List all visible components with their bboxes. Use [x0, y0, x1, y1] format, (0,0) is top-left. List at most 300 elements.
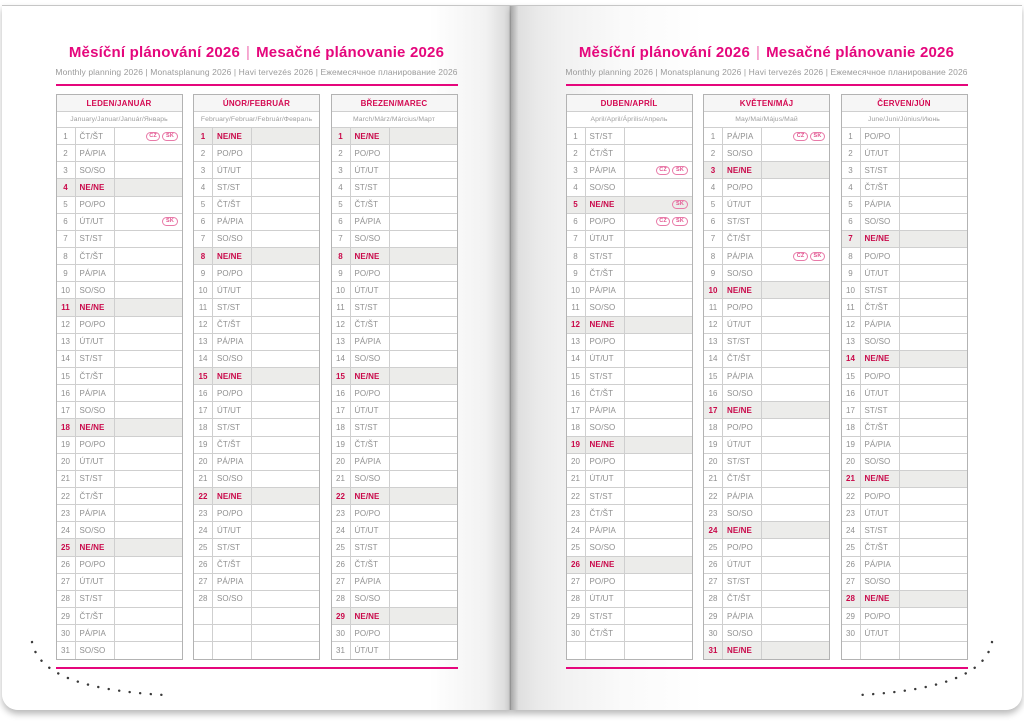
day-row: [194, 505, 319, 522]
notes-cell: [625, 179, 692, 195]
day-weekday: ÚT/UT: [586, 231, 625, 247]
month-name: LEDEN/JANUÁR: [57, 95, 182, 112]
notes-cell: [762, 419, 829, 435]
notes-cell: [625, 351, 692, 367]
day-weekday: ÚT/UT: [861, 625, 900, 641]
day-weekday: ČT/ŠT: [586, 505, 625, 521]
notes-cell: [900, 197, 967, 213]
notes-cell: [625, 248, 692, 264]
day-row: [57, 385, 182, 402]
day-weekday: SO/SO: [586, 539, 625, 555]
day-row: [704, 471, 829, 488]
day-weekday: PÁ/PIA: [213, 454, 252, 470]
day-row: [332, 437, 457, 454]
notes-cell: [762, 522, 829, 538]
day-weekday: PÁ/PIA: [586, 402, 625, 418]
day-row: [194, 128, 319, 145]
day-number: 18: [194, 419, 213, 435]
day-row: [57, 539, 182, 556]
day-weekday: PÁ/PIA: [76, 385, 115, 401]
empty-row: [567, 642, 692, 659]
day-row: [567, 539, 692, 556]
day-number: 19: [194, 437, 213, 453]
day-weekday: ST/ST: [861, 522, 900, 538]
day-weekday: SO/SO: [861, 334, 900, 350]
day-weekday: [213, 625, 252, 641]
month-table: [56, 94, 183, 660]
day-row: [842, 265, 967, 282]
day-row: [842, 385, 967, 402]
notes-cell: [115, 402, 182, 418]
day-number: 31: [704, 642, 723, 659]
day-row: [194, 299, 319, 316]
notes-cell: [390, 574, 457, 590]
day-weekday: NE/NE: [213, 488, 252, 504]
day-weekday: SO/SO: [586, 299, 625, 315]
notes-cell: [252, 488, 319, 504]
day-weekday: PO/PO: [861, 248, 900, 264]
day-weekday: NE/NE: [213, 128, 252, 144]
day-number: 6: [194, 214, 213, 230]
notes-cell: [762, 265, 829, 281]
day-number: 24: [194, 522, 213, 538]
day-weekday: PO/PO: [723, 299, 762, 315]
day-weekday: ČT/ŠT: [213, 557, 252, 573]
notes-cell: [625, 539, 692, 555]
day-row: [567, 368, 692, 385]
day-row: [332, 214, 457, 231]
day-weekday: SO/SO: [213, 231, 252, 247]
day-weekday: ST/ST: [351, 179, 390, 195]
day-weekday: NE/NE: [213, 368, 252, 384]
day-row: [704, 437, 829, 454]
day-number: 20: [332, 454, 351, 470]
day-number: 9: [842, 265, 861, 281]
day-number: 20: [842, 454, 861, 470]
notes-cell: [115, 385, 182, 401]
day-weekday: NE/NE: [723, 282, 762, 298]
day-number: 25: [57, 539, 76, 555]
day-row: [332, 591, 457, 608]
notes-cell: [762, 591, 829, 607]
day-row: [842, 557, 967, 574]
notes-cell: [115, 539, 182, 555]
day-row: [57, 282, 182, 299]
day-number: 29: [567, 608, 586, 624]
notes-cell: [390, 368, 457, 384]
day-row: [194, 539, 319, 556]
notes-cell: [900, 539, 967, 555]
notes-cell: [390, 128, 457, 144]
day-number: 3: [567, 162, 586, 178]
notes-cell: [252, 591, 319, 607]
day-weekday: SO/SO: [76, 642, 115, 659]
day-number: 29: [704, 608, 723, 624]
months-row: [566, 94, 968, 660]
day-weekday: ÚT/UT: [213, 162, 252, 178]
day-number: 19: [332, 437, 351, 453]
holiday-badge-sk: SK: [162, 132, 177, 141]
day-number: [194, 608, 213, 624]
notes-cell: [762, 368, 829, 384]
notes-cell: [390, 385, 457, 401]
day-row: [57, 214, 182, 231]
day-weekday: ST/ST: [351, 299, 390, 315]
day-weekday: PO/PO: [586, 454, 625, 470]
month-languages: March/März/Március/Март: [332, 112, 457, 128]
notes-cell: [252, 539, 319, 555]
day-weekday: ST/ST: [351, 539, 390, 555]
notes-cell: [762, 179, 829, 195]
day-row: [332, 574, 457, 591]
day-weekday: NE/NE: [351, 608, 390, 624]
day-weekday: SO/SO: [351, 471, 390, 487]
day-number: 24: [704, 522, 723, 538]
notes-cell: [900, 454, 967, 470]
notes-cell: [115, 265, 182, 281]
notes-cell: [390, 539, 457, 555]
day-number: 23: [704, 505, 723, 521]
day-weekday: PO/PO: [76, 557, 115, 573]
month-table: [331, 94, 458, 660]
day-number: 1: [567, 128, 586, 144]
day-number: 9: [567, 265, 586, 281]
day-row: [842, 299, 967, 316]
day-number: 27: [567, 574, 586, 590]
day-weekday: ST/ST: [586, 368, 625, 384]
day-weekday: PO/PO: [213, 505, 252, 521]
page-subtitle: Monthly planning 2026 | Monatsplanung 2026 | Havi tervezés 2026 | Ежемесячное планирование 2026: [565, 67, 968, 77]
notes-cell: [625, 231, 692, 247]
notes-cell: [390, 608, 457, 624]
day-row: [194, 162, 319, 179]
day-number: 4: [567, 179, 586, 195]
day-row: [704, 402, 829, 419]
day-row: [704, 128, 829, 145]
notes-cell: [900, 505, 967, 521]
day-row: [567, 608, 692, 625]
day-number: 13: [704, 334, 723, 350]
top-rule: [566, 84, 968, 86]
day-number: 10: [567, 282, 586, 298]
title-divider: |: [756, 44, 761, 61]
notes-cell: [900, 231, 967, 247]
day-weekday: SO/SO: [351, 591, 390, 607]
notes-cell: [900, 574, 967, 590]
day-weekday: PÁ/PIA: [76, 625, 115, 641]
day-row: [704, 591, 829, 608]
notes-cell: [762, 402, 829, 418]
notes-cell: [762, 334, 829, 350]
notes-cell: [115, 505, 182, 521]
notes-cell: [390, 437, 457, 453]
day-row: [567, 214, 692, 231]
day-number: 6: [704, 214, 723, 230]
day-number: 12: [332, 317, 351, 333]
title-slovak: Mesačné plánovanie 2026: [256, 44, 445, 61]
day-number: 26: [332, 557, 351, 573]
day-row: [332, 368, 457, 385]
day-number: 6: [57, 214, 76, 230]
notes-cell: [900, 591, 967, 607]
day-number: 7: [194, 231, 213, 247]
day-number: 12: [194, 317, 213, 333]
day-number: 9: [704, 265, 723, 281]
holiday-badge-sk: SK: [810, 252, 825, 261]
day-weekday: PÁ/PIA: [861, 557, 900, 573]
day-weekday: SO/SO: [76, 402, 115, 418]
day-row: [842, 317, 967, 334]
day-row: [704, 351, 829, 368]
day-number: 10: [57, 282, 76, 298]
notes-cell: [625, 197, 692, 213]
day-row: [57, 557, 182, 574]
day-row: [842, 488, 967, 505]
day-row: [704, 368, 829, 385]
day-number: 29: [57, 608, 76, 624]
day-weekday: ST/ST: [76, 231, 115, 247]
notes-cell: [625, 522, 692, 538]
notes-cell: [115, 162, 182, 178]
day-number: 17: [567, 402, 586, 418]
day-row: [57, 179, 182, 196]
day-row: [704, 505, 829, 522]
notes-cell: [115, 454, 182, 470]
day-row: [194, 214, 319, 231]
day-weekday: [586, 642, 625, 659]
holiday-badge-cz: CZ: [793, 252, 808, 261]
notes-cell: [900, 471, 967, 487]
notes-cell: [900, 351, 967, 367]
day-weekday: NE/NE: [861, 351, 900, 367]
page-title: [69, 45, 444, 61]
notes-cell: [252, 231, 319, 247]
day-number: 5: [842, 197, 861, 213]
day-weekday: PO/PO: [76, 437, 115, 453]
day-number: 1: [57, 128, 76, 144]
notes-cell: [390, 145, 457, 161]
notes-cell: [390, 214, 457, 230]
day-weekday: NE/NE: [723, 642, 762, 659]
notes-cell: [115, 419, 182, 435]
notes-cell: [625, 334, 692, 350]
day-row: [332, 179, 457, 196]
day-number: 11: [842, 299, 861, 315]
day-number: 22: [57, 488, 76, 504]
notes-cell: [252, 608, 319, 624]
notes-cell: [252, 522, 319, 538]
day-row: [567, 299, 692, 316]
day-weekday: ST/ST: [861, 282, 900, 298]
day-number: 11: [332, 299, 351, 315]
day-row: [194, 419, 319, 436]
notes-cell: [900, 608, 967, 624]
day-weekday: ČT/ŠT: [586, 265, 625, 281]
notes-cell: [390, 402, 457, 418]
day-number: 11: [57, 299, 76, 315]
notes-cell: [625, 128, 692, 144]
notes-cell: [390, 265, 457, 281]
day-number: 21: [567, 471, 586, 487]
month-table: [841, 94, 968, 660]
day-number: 13: [57, 334, 76, 350]
day-number: 22: [194, 488, 213, 504]
day-number: [567, 642, 586, 659]
day-weekday: PÁ/PIA: [861, 197, 900, 213]
day-number: 5: [194, 197, 213, 213]
day-number: 18: [332, 419, 351, 435]
day-row: [842, 591, 967, 608]
day-number: 25: [194, 539, 213, 555]
day-row: [704, 574, 829, 591]
day-row: [567, 454, 692, 471]
day-number: 17: [842, 402, 861, 418]
day-row: [194, 488, 319, 505]
day-row: [332, 385, 457, 402]
holiday-badge-cz: CZ: [656, 217, 671, 226]
day-weekday: NE/NE: [723, 162, 762, 178]
months-row: [56, 94, 458, 660]
notes-cell: [625, 402, 692, 418]
month-table: [193, 94, 320, 660]
day-number: 9: [57, 265, 76, 281]
day-number: 23: [332, 505, 351, 521]
day-weekday: SO/SO: [723, 385, 762, 401]
day-row: [332, 505, 457, 522]
day-number: 9: [194, 265, 213, 281]
day-number: 4: [194, 179, 213, 195]
day-weekday: ÚT/UT: [213, 522, 252, 538]
notes-cell: [115, 574, 182, 590]
day-row: [332, 265, 457, 282]
day-number: 3: [842, 162, 861, 178]
notes-cell: [115, 145, 182, 161]
day-weekday: PO/PO: [586, 334, 625, 350]
day-row: [842, 574, 967, 591]
day-row: [567, 248, 692, 265]
day-row: [567, 574, 692, 591]
day-weekday: NE/NE: [351, 128, 390, 144]
month-languages: April/April/Április/Апрель: [567, 112, 692, 128]
day-row: [332, 471, 457, 488]
day-number: 25: [332, 539, 351, 555]
day-row: [842, 248, 967, 265]
notes-cell: [625, 214, 692, 230]
day-weekday: PO/PO: [586, 574, 625, 590]
day-row: [332, 488, 457, 505]
day-number: 15: [57, 368, 76, 384]
notes-cell: [900, 282, 967, 298]
day-number: 26: [842, 557, 861, 573]
day-number: 22: [704, 488, 723, 504]
day-number: 30: [567, 625, 586, 641]
day-row: [567, 334, 692, 351]
day-number: 27: [332, 574, 351, 590]
day-row: [842, 437, 967, 454]
day-number: 28: [567, 591, 586, 607]
notes-cell: [390, 642, 457, 659]
notes-cell: [900, 248, 967, 264]
day-weekday: ST/ST: [586, 488, 625, 504]
day-row: [332, 419, 457, 436]
holiday-badge-sk: SK: [672, 166, 687, 175]
day-number: 11: [567, 299, 586, 315]
day-number: 13: [332, 334, 351, 350]
day-number: 14: [704, 351, 723, 367]
day-weekday: ST/ST: [213, 179, 252, 195]
day-number: 27: [842, 574, 861, 590]
day-row: [57, 591, 182, 608]
day-row: [194, 368, 319, 385]
day-row: [704, 231, 829, 248]
day-number: 11: [704, 299, 723, 315]
day-row: [57, 265, 182, 282]
day-row: [704, 385, 829, 402]
notes-cell: [625, 488, 692, 504]
day-weekday: ČT/ŠT: [213, 437, 252, 453]
page-title: [579, 45, 954, 61]
day-row: [842, 179, 967, 196]
day-row: [567, 351, 692, 368]
day-row: [332, 282, 457, 299]
notes-cell: [762, 454, 829, 470]
day-row: [57, 505, 182, 522]
notes-cell: [762, 248, 829, 264]
day-row: [842, 282, 967, 299]
day-weekday: NE/NE: [76, 419, 115, 435]
day-row: [332, 248, 457, 265]
notes-cell: [115, 299, 182, 315]
day-number: 4: [332, 179, 351, 195]
day-row: [704, 419, 829, 436]
left-page: [2, 5, 511, 710]
notes-cell: [625, 299, 692, 315]
day-weekday: NE/NE: [351, 248, 390, 264]
notes-cell: [390, 197, 457, 213]
day-number: 24: [57, 522, 76, 538]
day-row: [194, 385, 319, 402]
day-number: 23: [842, 505, 861, 521]
day-row: [567, 145, 692, 162]
day-weekday: SO/SO: [723, 265, 762, 281]
day-number: 2: [332, 145, 351, 161]
day-row: [194, 591, 319, 608]
day-row: [842, 145, 967, 162]
notes-cell: [762, 197, 829, 213]
day-row: [57, 419, 182, 436]
day-row: [332, 145, 457, 162]
notes-cell: [625, 419, 692, 435]
day-row: [567, 317, 692, 334]
day-weekday: PO/PO: [213, 265, 252, 281]
day-weekday: ÚT/UT: [213, 282, 252, 298]
day-weekday: ČT/ŠT: [861, 419, 900, 435]
day-weekday: PO/PO: [723, 419, 762, 435]
day-row: [842, 522, 967, 539]
day-number: 7: [57, 231, 76, 247]
notes-cell: [252, 214, 319, 230]
day-weekday: NE/NE: [213, 248, 252, 264]
day-number: 15: [194, 368, 213, 384]
day-row: [842, 197, 967, 214]
notes-cell: [900, 402, 967, 418]
day-row: [57, 299, 182, 316]
day-weekday: PÁ/PIA: [76, 145, 115, 161]
notes-cell: [762, 557, 829, 573]
day-row: [57, 145, 182, 162]
notes-cell: [115, 231, 182, 247]
day-row: [57, 128, 182, 145]
